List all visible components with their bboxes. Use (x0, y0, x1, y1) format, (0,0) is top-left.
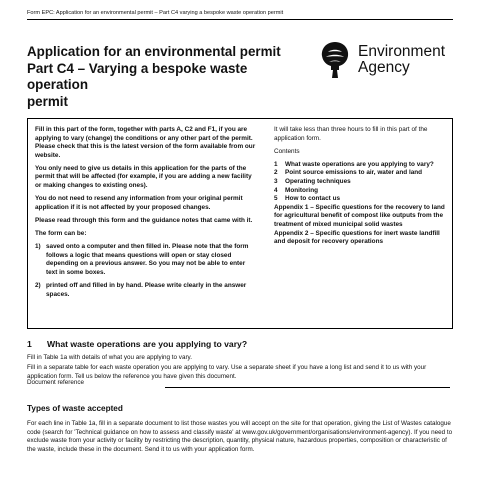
contents-item[interactable]: 4 Monitoring (274, 186, 319, 194)
time-note: It will take less than three hours to fill in this part of the application form. (274, 126, 428, 142)
section-1-paragraph-2: Fill in a separate table for each waste operation you are applying to vary. Use a separate sheet if you have a long list and send it to us with your application form. Tell us below the reference you have given this document. (27, 364, 427, 380)
types-of-waste-heading: Types of waste accepted (27, 404, 123, 413)
types-of-waste-paragraph: For each line in Table 1a, fill in a separate document to list those wastes you will accept on the site for that operation, giving the List of Wastes catalogue code (search for 'Technical guidance on how to assess and classify waste' at www.gov.uk/government/organisations/environment-agency). If you need to exclude waste from your activity or facility by restricting the description, quantity, physical nature, hazardous properties, composition or characteristic of the waste, include these in the document. Send it to us with your application form. (27, 420, 453, 453)
document-reference-label: Document reference (27, 379, 85, 386)
list-item: 2) printed off and filled in by hand. Please write clearly in the answer spaces. (35, 281, 247, 298)
intro-paragraph-3: You do not need to resend any information from your original permit application if it is not affected by your proposed changes. (35, 195, 243, 211)
intro-paragraph-1: Fill in this part of the form, together with parts A, C2 and F1, if you are applying to vary (change) the conditions or any other part of the permit. Please check that this is the latest version of the form available from our website. (35, 126, 256, 159)
environment-agency-logo (318, 40, 458, 90)
contents-item[interactable]: 2 Point source emissions to air, water and land (274, 169, 423, 177)
contents-appendix-2[interactable]: Appendix 2 – Specific questions for inert waste landfill and deposit for recovery operations (274, 229, 440, 246)
section-number: 1 (27, 339, 32, 349)
page-header: Form EPC: Application for an environmental permit – Part C4 varying a bespoke waste operation permit (27, 10, 284, 16)
document-reference-input[interactable] (165, 387, 450, 388)
header-divider (27, 19, 453, 20)
section-1-heading (27, 339, 247, 349)
instructions-right-column (274, 126, 450, 247)
section-title: What waste operations are you applying to vary? (47, 339, 248, 349)
title-line-1: Application for an environmental permit (27, 44, 281, 59)
intro-paragraph-2: You only need to give us details in this application for the parts of the permit that will be affected (for example, if you are adding a new facility or making changes to existing ones). (35, 164, 252, 190)
agency-emblem-icon (318, 40, 352, 80)
contents-heading: Contents (274, 148, 300, 156)
instructions-left-column (35, 126, 258, 304)
contents-item[interactable]: 5 How to contact us (274, 195, 341, 203)
page-title (27, 44, 307, 110)
contents-appendix-1[interactable]: Appendix 1 – Specific questions for the recovery to land for agricultural benefit of compost like outputs from the treatment of mixed municipal solid wastes (274, 203, 445, 228)
contents-item[interactable]: 3 Operating techniques (274, 177, 351, 185)
logo-wordmark: Environment Agency (358, 43, 446, 76)
title-line-2: Part C4 – Varying a bespoke waste operation (27, 60, 248, 92)
title-line-3: permit (27, 93, 68, 109)
intro-paragraph-4: Please read through this form and the guidance notes that came with it. (35, 216, 253, 224)
list-item: 1) saved onto a computer and then filled in. Please note that the form follows a logic that means questions will open or stay closed depending on a previous answer. So you may not be able to enter text in some boxes. (35, 243, 249, 276)
intro-paragraph-5: The form can be: (35, 229, 87, 237)
contents-item[interactable]: 1 What waste operations are you applying to vary? (274, 160, 434, 168)
section-1-paragraph-1: Fill in Table 1a with details of what you are applying to vary. (27, 354, 192, 361)
